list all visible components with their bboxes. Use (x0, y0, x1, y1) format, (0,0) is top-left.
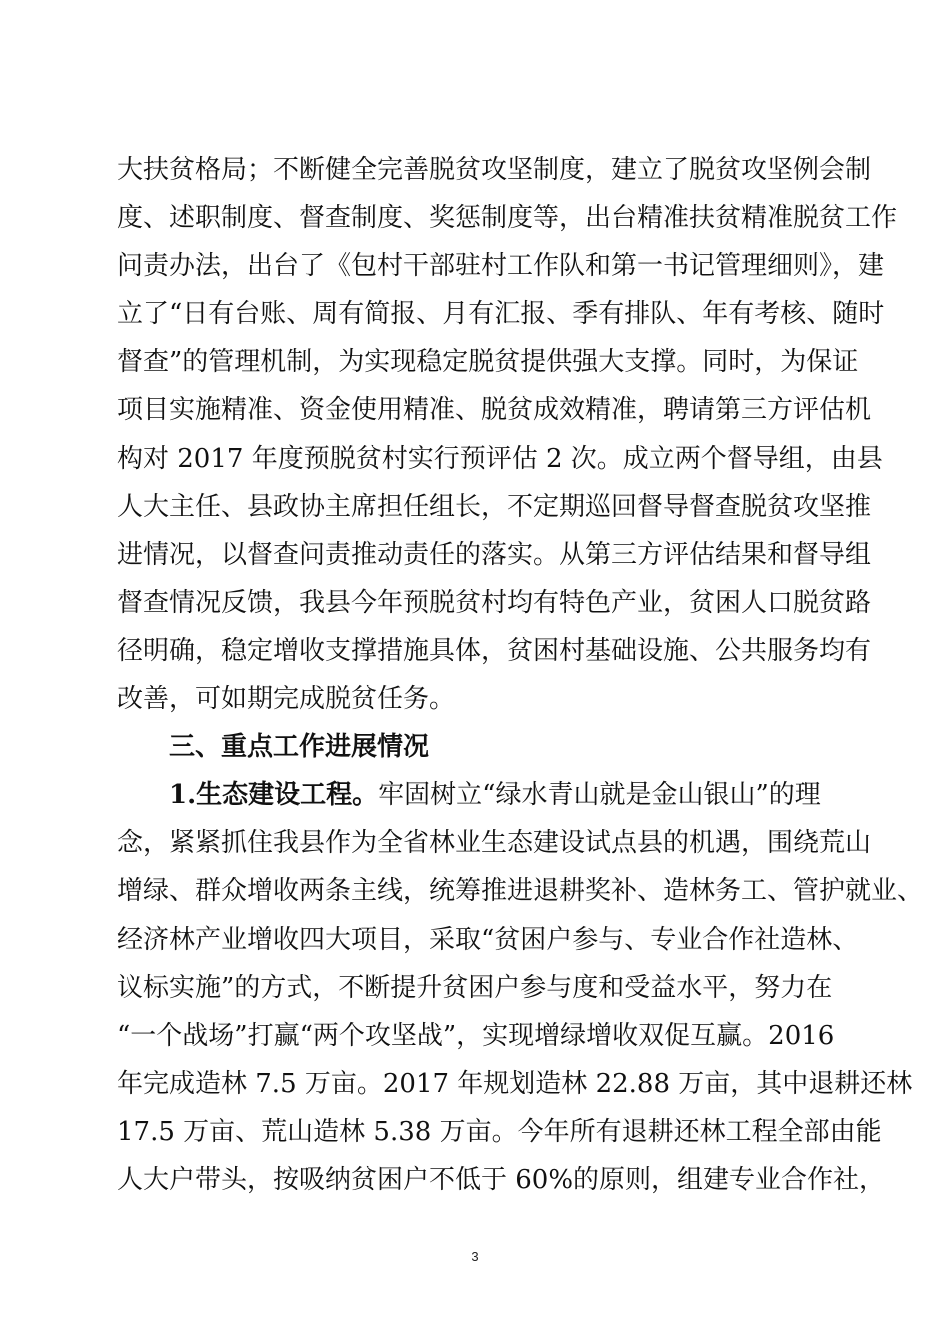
body-text (117, 146, 924, 1204)
text-line: 督查”的管理机制，为实现稳定脱贫提供强大支撑。同时，为保证 (117, 347, 859, 378)
text-line: 增绿、群众增收两条主线，统筹推进退耕奖补、造林务工、管护就业、 (117, 876, 924, 907)
item-title: 1.生态建设工程。 (169, 780, 379, 811)
page-number: 3 (471, 1249, 479, 1264)
text-line: 径明确，稳定增收支撑措施具体，贫困村基础设施、公共服务均有 (117, 635, 872, 666)
text-line: 度、述职制度、督查制度、奖惩制度等，出台精准扶贫精准脱贫工作 (117, 203, 898, 234)
section-heading: 三、重点工作进展情况 (169, 732, 430, 763)
text-line: 项目实施精准、资金使用精准、脱贫成效精准，聘请第三方评估机 (117, 395, 872, 426)
text-line: 人大主任、县政协主席担任组长，不定期巡回督导督查脱贫攻坚推 (117, 491, 872, 522)
text-line: 督查情况反馈，我县今年预脱贫村均有特色产业，贫困人口脱贫路 (117, 587, 872, 618)
text-line: 进情况，以督查问责推动责任的落实。从第三方评估结果和督导组 (117, 539, 872, 570)
text-line: 构对 2017 年度预脱贫村实行预评估 2 次。成立两个督导组，由县 (117, 443, 883, 474)
text-line: 17.5 万亩、荒山造林 5.38 万亩。今年所有退耕还林工程全部由能 (117, 1116, 882, 1147)
text-line: “一个战场”打赢“两个攻坚战”，实现增绿增收双促互赢。2016 (117, 1020, 835, 1051)
text-line: 问责办法，出台了《包村干部驻村工作队和第一书记管理细则》，建 (117, 251, 885, 282)
text-line: 年完成造林 7.5 万亩。2017 年规划造林 22.88 万亩，其中退耕还林 (117, 1068, 913, 1099)
text-line: 经济林产业增收四大项目，采取“贫困户参与、专业合作社造林、 (117, 924, 859, 955)
text-line: 改善，可如期完成脱贫任务。 (117, 684, 456, 715)
text-line: 人大户带头，按吸纳贫困户不低于 60%的原则，组建专业合作社， (117, 1164, 886, 1195)
paragraph-first-line (117, 771, 847, 819)
text-line: 念，紧紧抓住我县作为全省林业生态建设试点县的机遇，围绕荒山 (117, 828, 872, 859)
text-line: 立了“日有台账、周有简报、月有汇报、季有排队、年有考核、随时 (117, 299, 885, 330)
text-line: 大扶贫格局；不断健全完善脱贫攻坚制度，建立了脱贫攻坚例会制 (117, 155, 872, 185)
text-line: 议标实施”的方式，不断提升贫困户参与度和受益水平，努力在 (117, 972, 833, 1003)
paragraph-text: 牢固树立“绿水青山就是金山银山”的理 (378, 780, 821, 811)
